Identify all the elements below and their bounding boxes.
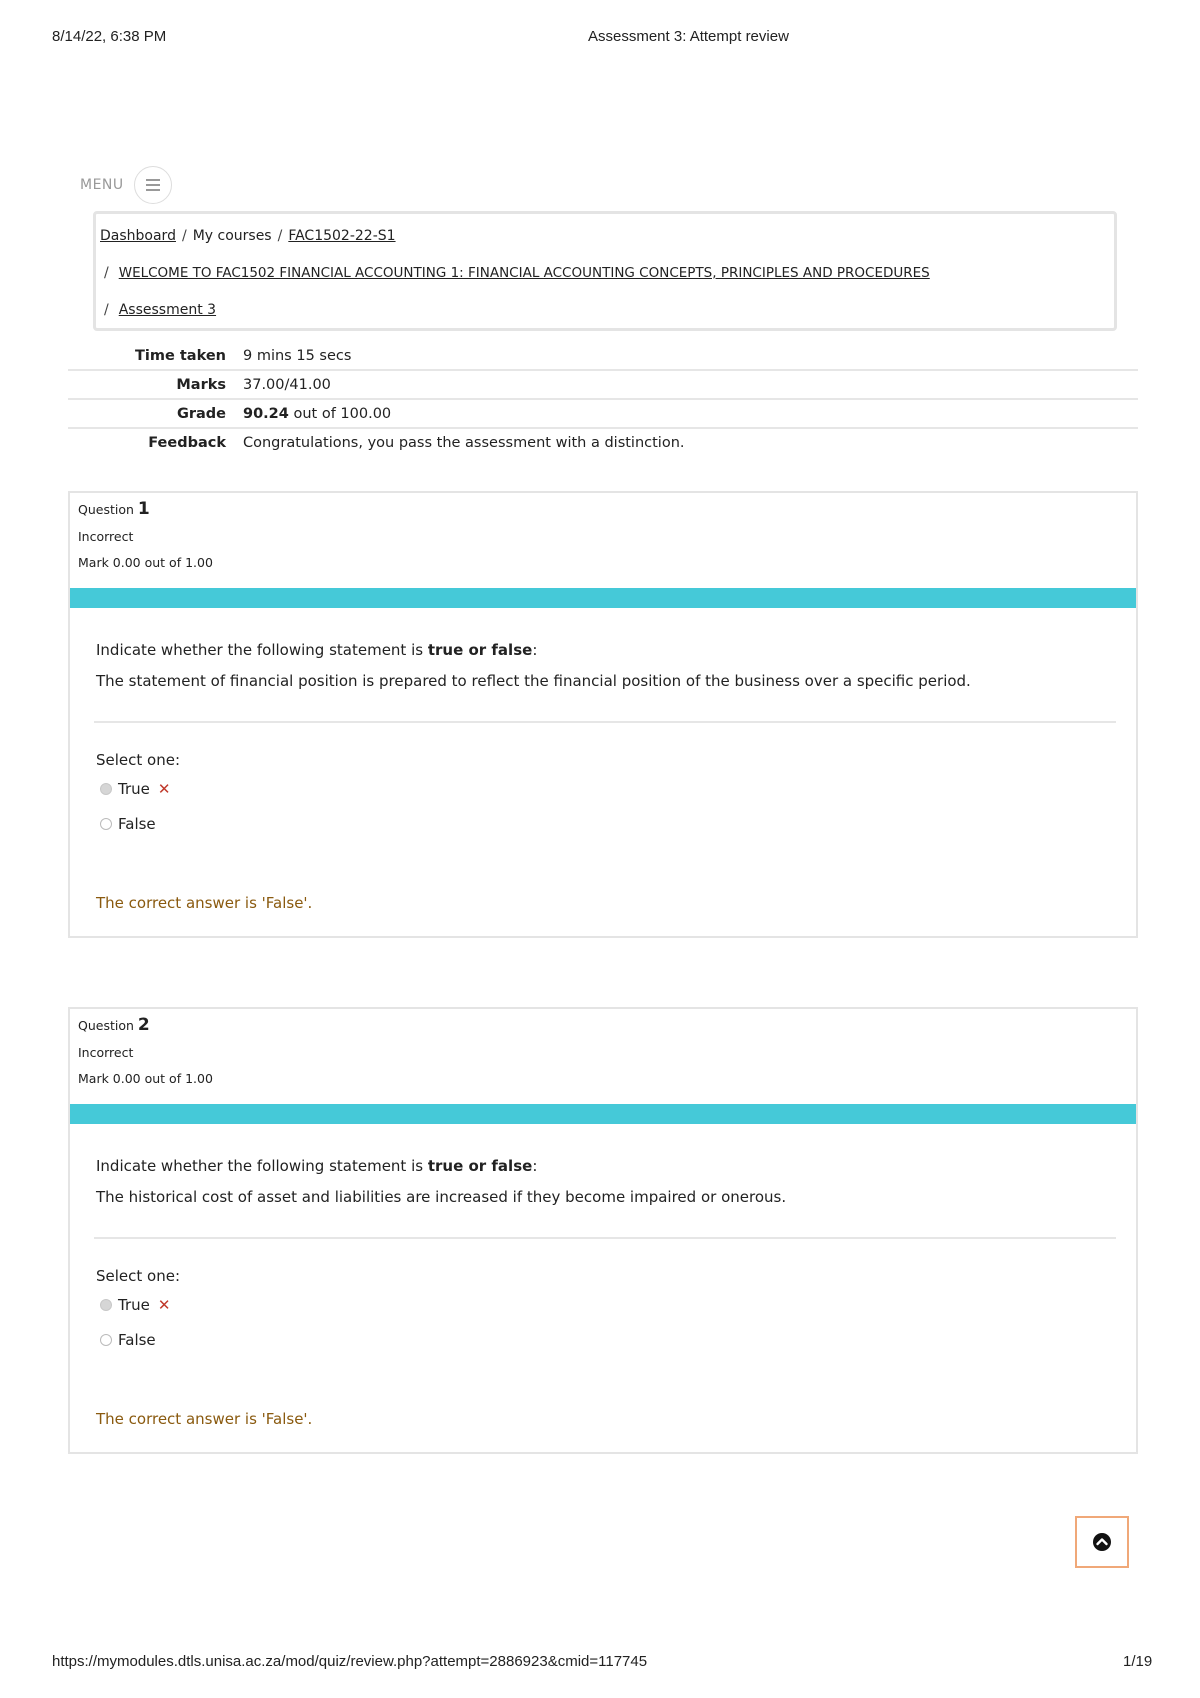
- summary-row-time: [68, 342, 1138, 370]
- breadcrumb-my-courses: My courses: [192, 228, 272, 244]
- correct-answer-feedback: The correct answer is 'False'.: [96, 1410, 313, 1428]
- question-state: Incorrect: [78, 1045, 134, 1060]
- time-taken-label: Time taken: [68, 342, 226, 370]
- menu-button[interactable]: [134, 166, 172, 204]
- breadcrumb-separator: /: [277, 228, 283, 244]
- grade-label: Grade: [68, 399, 226, 428]
- feedback-value: Congratulations, you pass the assessment with a distinction.: [243, 434, 685, 451]
- question-label: Question: [78, 1018, 134, 1033]
- summary-row-marks: [68, 370, 1138, 399]
- print-page-number: 1/19: [1123, 1653, 1153, 1670]
- grade-value: [226, 399, 1138, 428]
- print-datetime: 8/14/22, 6:38 PM: [52, 28, 167, 45]
- question-prompt: Indicate whether the following statement is: [96, 641, 424, 659]
- question-content-bar: [70, 1104, 1136, 1124]
- question-mark: Mark 0.00 out of 1.00: [78, 554, 213, 570]
- option-false[interactable]: [100, 815, 156, 833]
- back-to-top-button[interactable]: [1075, 1516, 1129, 1568]
- question-number: 2: [137, 1015, 150, 1035]
- marks-value: 37.00/41.00: [226, 370, 1138, 399]
- question-text: [96, 1157, 1116, 1206]
- radio-false[interactable]: [100, 818, 112, 830]
- time-taken-value: 9 mins 15 secs: [226, 342, 1138, 370]
- print-page-title: Assessment 3: Attempt review: [588, 28, 789, 45]
- grade-score: 90.24: [243, 405, 289, 422]
- breadcrumb-dashboard[interactable]: Dashboard: [100, 228, 176, 244]
- grade-out-of: out of 100.00: [293, 405, 392, 422]
- question-state: Incorrect: [78, 529, 134, 544]
- breadcrumb: [93, 211, 1117, 331]
- breadcrumb-course[interactable]: FAC1502-22-S1: [288, 228, 396, 244]
- print-url: https://mymodules.dtls.unisa.ac.za/mod/quiz/review.php?attempt=2886923&cmid=117745: [52, 1653, 648, 1670]
- question-label: Question: [78, 502, 134, 517]
- option-label: False: [118, 815, 156, 833]
- question-card: [68, 1007, 1138, 1454]
- breadcrumb-quiz[interactable]: Assessment 3: [118, 302, 217, 318]
- breadcrumb-separator: /: [104, 265, 109, 281]
- hamburger-icon: [146, 179, 160, 191]
- question-statement: The historical cost of asset and liabilities are increased if they become impaired or onerous.: [96, 1188, 787, 1206]
- option-true[interactable]: [100, 1296, 170, 1314]
- menu-toggle[interactable]: [80, 166, 172, 204]
- radio-true[interactable]: [100, 783, 112, 795]
- incorrect-x-icon: ✕: [157, 1296, 171, 1314]
- question-number: 1: [137, 499, 150, 519]
- summary-row-feedback: [68, 428, 1138, 456]
- question-card: [68, 491, 1138, 938]
- option-label: False: [118, 1331, 156, 1349]
- question-prompt-bold: true or false: [427, 1157, 533, 1175]
- question-mark: Mark 0.00 out of 1.00: [78, 1070, 213, 1086]
- question-prompt-suffix: :: [532, 641, 538, 659]
- incorrect-x-icon: ✕: [157, 780, 171, 798]
- question-info: [78, 1017, 213, 1098]
- option-label: True: [118, 780, 150, 798]
- summary-row-grade: [68, 399, 1138, 428]
- question-prompt: Indicate whether the following statement is: [96, 1157, 424, 1175]
- chevron-up-circle-icon: [1092, 1532, 1112, 1552]
- breadcrumb-separator: /: [104, 302, 109, 318]
- attempt-summary: [68, 342, 1138, 456]
- select-one-label: Select one:: [96, 751, 181, 769]
- option-true[interactable]: [100, 780, 170, 798]
- correct-answer-feedback: The correct answer is 'False'.: [96, 894, 313, 912]
- question-content-bar: [70, 588, 1136, 608]
- option-false[interactable]: [100, 1331, 156, 1349]
- feedback-label: Feedback: [148, 434, 226, 451]
- breadcrumb-separator: /: [181, 228, 187, 244]
- question-prompt-bold: true or false: [427, 641, 533, 659]
- breadcrumb-section[interactable]: WELCOME TO FAC1502 FINANCIAL ACCOUNTING 1: FINANCIAL ACCOUNTING CONCEPTS, PRINCIPLES AND PROCEDURES: [118, 265, 930, 281]
- radio-false[interactable]: [100, 1334, 112, 1346]
- question-statement: The statement of financial position is prepared to reflect the financial position of the business over a specific period.: [96, 672, 971, 690]
- select-one-label: Select one:: [96, 1267, 181, 1285]
- option-label: True: [118, 1296, 150, 1314]
- question-divider: [94, 721, 1116, 723]
- radio-true[interactable]: [100, 1299, 112, 1311]
- question-divider: [94, 1237, 1116, 1239]
- menu-label: MENU: [80, 177, 124, 193]
- question-info: [78, 501, 213, 582]
- marks-label: Marks: [68, 370, 226, 399]
- question-text: [96, 641, 1116, 690]
- question-prompt-suffix: :: [532, 1157, 538, 1175]
